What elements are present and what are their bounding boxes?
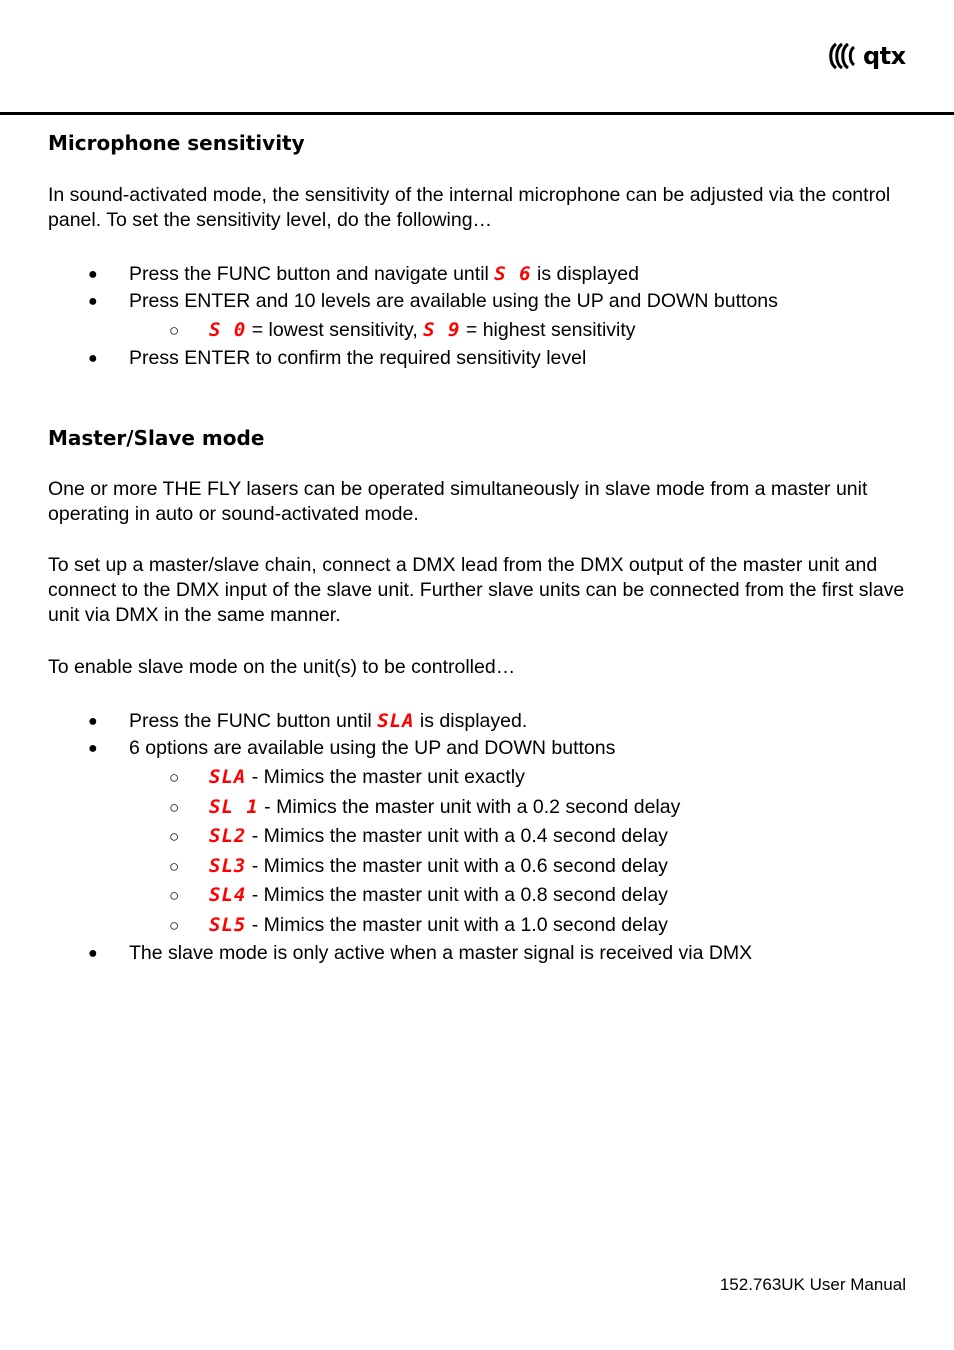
bullet-icon: ● — [88, 350, 98, 367]
section-heading-microphone-sensitivity: Microphone sensitivity — [48, 131, 305, 155]
led-code: SLA — [377, 710, 415, 732]
bullet-icon: ● — [88, 293, 98, 310]
hollow-bullet-icon: ○ — [169, 827, 180, 846]
list-item: ● Press the FUNC button and navigate until S 6 is displayed — [88, 263, 639, 285]
header-divider — [0, 112, 954, 115]
list-item: ● The slave mode is only active when a master signal is received via DMX — [88, 941, 753, 964]
led-code: S 0 — [209, 319, 247, 341]
sound-wave-icon — [828, 41, 862, 71]
led-code: SL4 — [209, 884, 247, 906]
list-item: ○ SL 1 - Mimics the master unit with a 0.2 second delay — [169, 795, 681, 818]
intro-paragraph: In sound-activated mode, the sensitivity of the internal microphone can be adjusted via the control panel. To set the sensitivity level, do the following… — [48, 184, 891, 231]
bullet-icon: ● — [88, 713, 98, 730]
led-code: SL 1 — [209, 795, 259, 818]
list-item: ● 6 options are available using the UP and DOWN buttons — [88, 737, 616, 759]
list-item: ● Press the FUNC button until SLA is displayed. — [88, 710, 528, 732]
paragraph: To enable slave mode on the unit(s) to be controlled… — [48, 656, 516, 678]
hollow-bullet-icon: ○ — [169, 856, 180, 876]
paragraph: One or more THE FLY lasers can be operated simultaneously in slave mode from a master unit operating in auto or sound-activated mode. — [48, 478, 868, 525]
list-item: ○ SLA - Mimics the master unit exactly — [169, 766, 525, 788]
hollow-bullet-icon: ○ — [169, 321, 180, 340]
bullet-icon: ● — [88, 266, 98, 283]
led-code: SL2 — [209, 825, 247, 847]
list-item: ● Press ENTER to confirm the required sensitivity level — [88, 347, 587, 369]
list-item: ○ SL3 - Mimics the master unit with a 0.6 second delay — [169, 854, 668, 877]
logo-wordmark: qtx — [863, 42, 906, 70]
section-heading-master-slave: Master/Slave mode — [48, 426, 265, 450]
led-code: SL3 — [209, 854, 247, 877]
hollow-bullet-icon: ○ — [169, 915, 180, 935]
list-item: ○ S 0 = lowest sensitivity, S 9 = highest sensitivity — [169, 319, 636, 341]
qtx-logo — [828, 40, 908, 72]
page-footer: 152.763UK User Manual — [719, 1275, 906, 1294]
list-item: ● Press ENTER and 10 levels are available using the UP and DOWN buttons — [88, 290, 778, 312]
led-code: S 9 — [423, 319, 461, 341]
led-code: S 6 — [494, 263, 532, 285]
list-item: ○ SL2 - Mimics the master unit with a 0.4 second delay — [169, 825, 668, 847]
page-content — [48, 128, 918, 966]
sensitivity-steps-list — [48, 262, 918, 371]
slave-steps-list — [48, 709, 918, 966]
bullet-icon: ● — [88, 944, 98, 962]
list-item: ○ SL4 - Mimics the master unit with a 0.8 second delay — [169, 884, 668, 906]
hollow-bullet-icon: ○ — [169, 886, 180, 905]
led-code: SL5 — [209, 913, 247, 936]
hollow-bullet-icon: ○ — [169, 768, 180, 787]
led-code: SLA — [209, 766, 247, 788]
paragraph: To set up a master/slave chain, connect a DMX lead from the DMX output of the master unit and connect to the DMX input of the slave unit. Further slave units can be connected from the first slave unit via DMX in the same manner. — [48, 554, 905, 626]
hollow-bullet-icon: ○ — [169, 797, 180, 817]
list-item: ○ SL5 - Mimics the master unit with a 1.0 second delay — [169, 913, 668, 936]
bullet-icon: ● — [88, 740, 98, 757]
